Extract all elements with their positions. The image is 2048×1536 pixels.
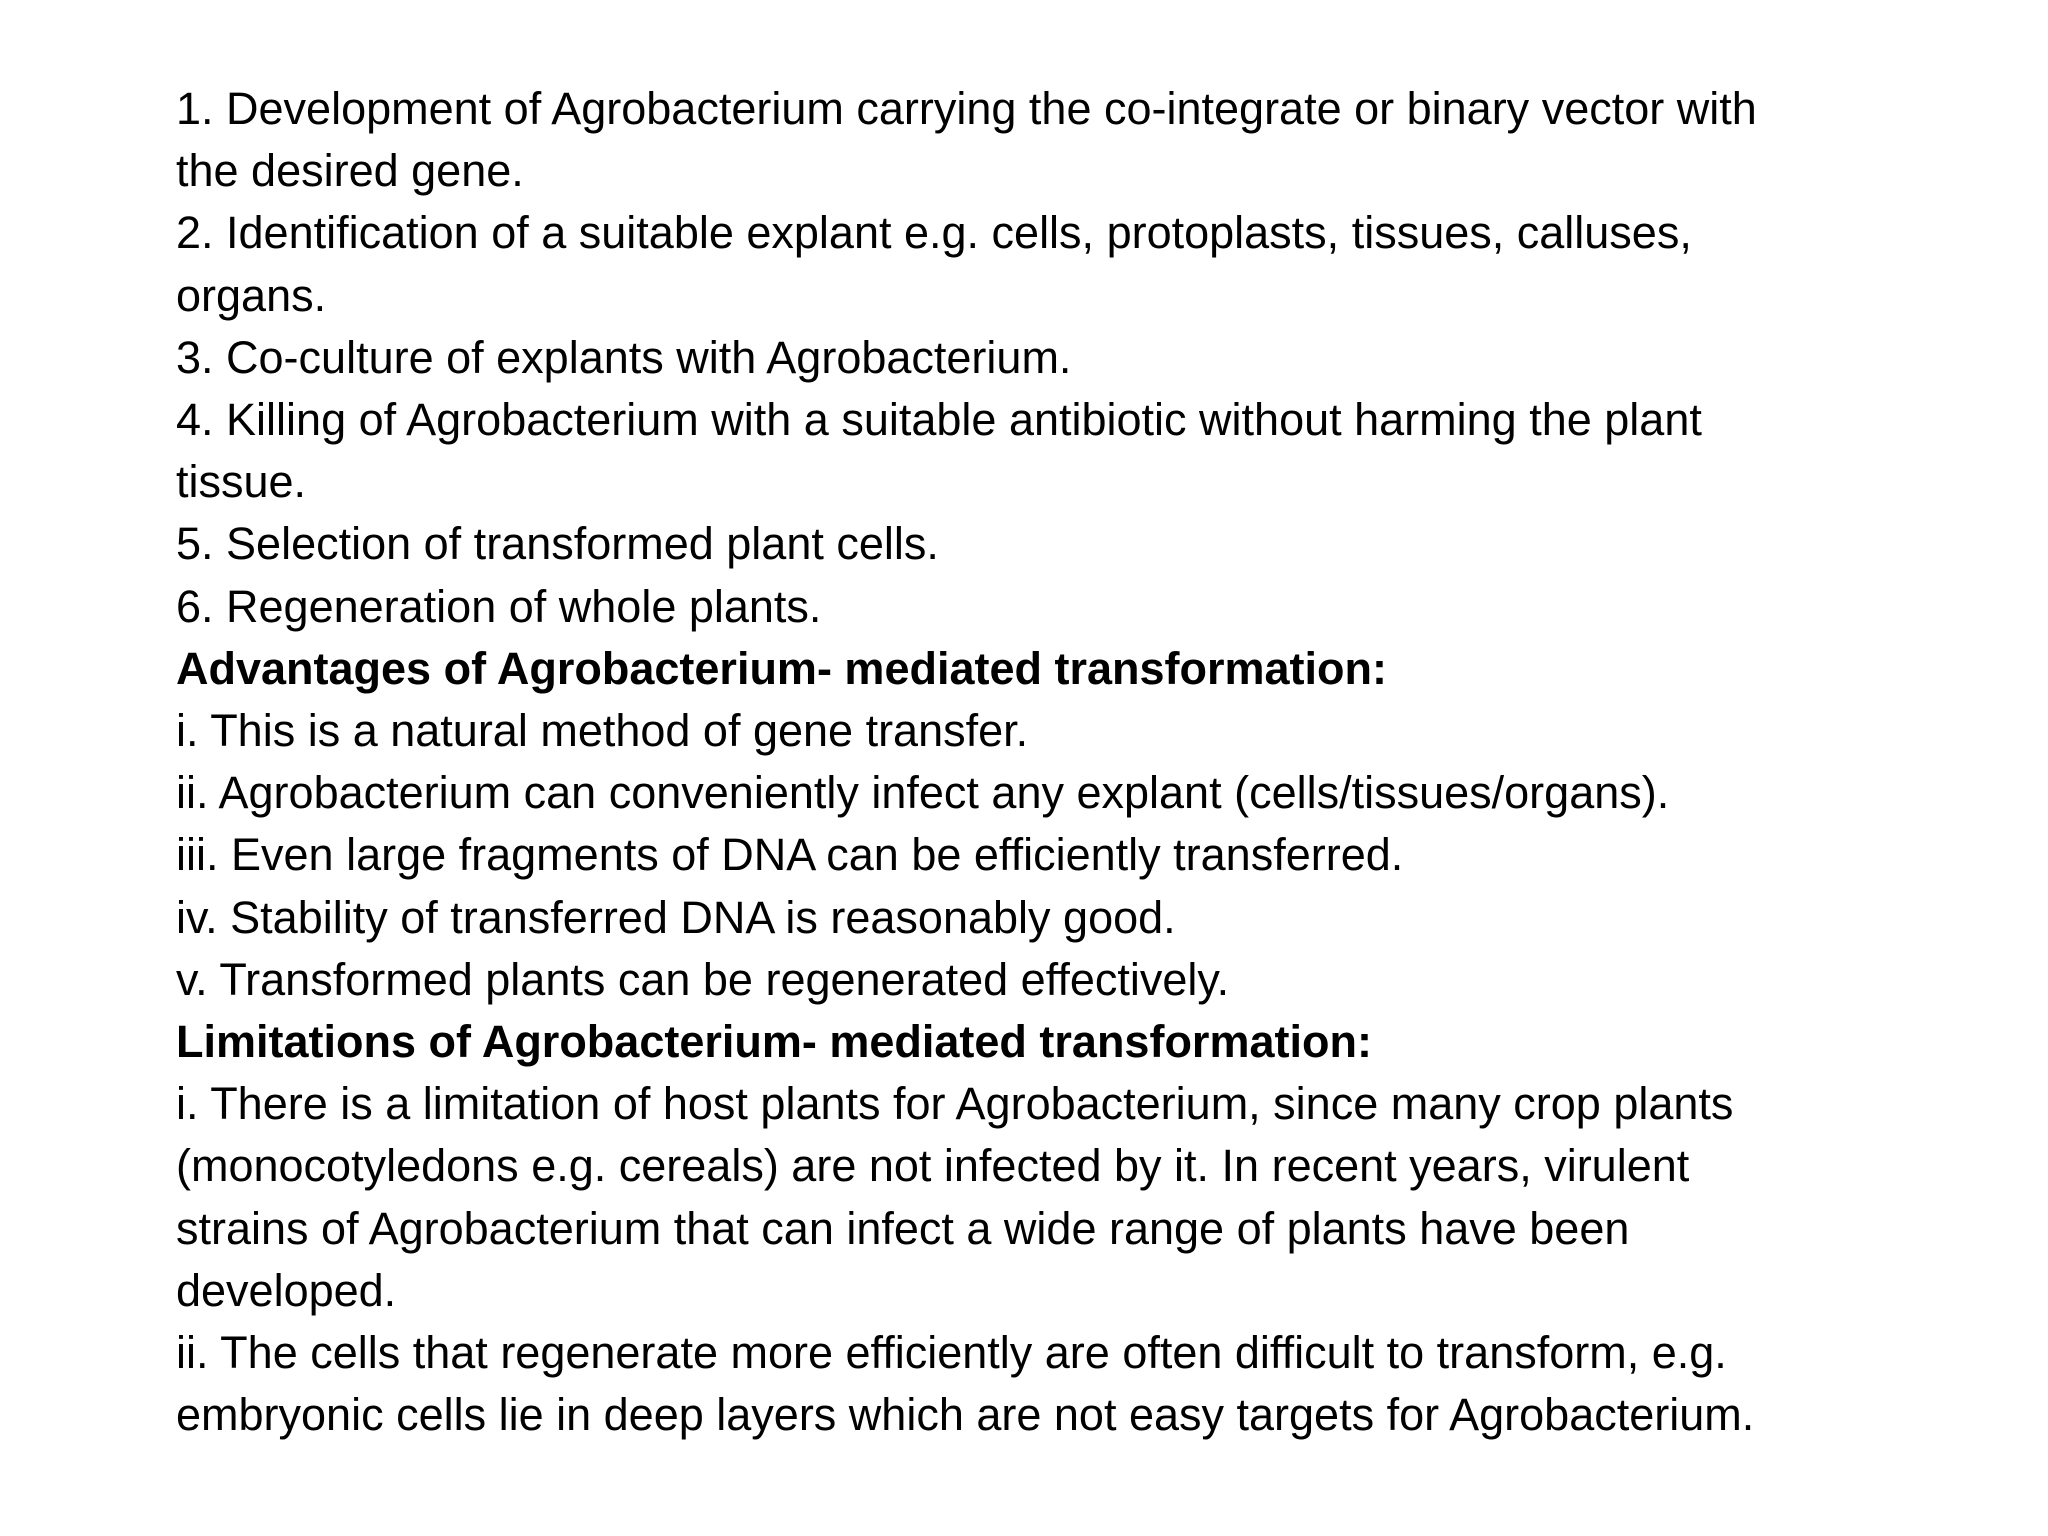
advantage-item: ii. Agrobacterium can conveniently infect any explant (cells/tissues/organs). — [176, 767, 1670, 819]
step-item — [176, 576, 1896, 638]
limitation-line: embryonic cells lie in deep layers which are not easy targets for Agrobacterium. — [176, 1389, 1755, 1441]
step-line: 5. Selection of transformed plant cells. — [176, 518, 939, 570]
step-line: tissue. — [176, 456, 307, 508]
procedure-steps — [176, 78, 1896, 638]
limitation-line: i. There is a limitation of host plants for Agrobacterium, since many crop plants — [176, 1078, 1734, 1130]
step-line: 3. Co-culture of explants with Agrobacterium. — [176, 331, 1072, 383]
advantage-item: i. This is a natural method of gene transfer. — [176, 705, 1029, 757]
limitation-item — [176, 1322, 1896, 1446]
advantages-heading: Advantages of Agrobacterium- mediated transformation: — [176, 642, 1388, 694]
advantages-section — [176, 638, 1896, 1011]
limitations-heading: Limitations of Agrobacterium- mediated transformation: — [176, 1016, 1372, 1068]
step-line: the desired gene. — [176, 145, 524, 197]
limitation-line: strains of Agrobacterium that can infect a wide range of plants have been — [176, 1202, 1630, 1254]
advantage-item: iv. Stability of transferred DNA is reasonably good. — [176, 891, 1176, 943]
step-line: organs. — [176, 269, 327, 321]
step-item — [176, 389, 1896, 513]
step-line: 6. Regeneration of whole plants. — [176, 580, 822, 632]
step-item — [176, 78, 1896, 202]
limitation-line: ii. The cells that regenerate more efficiently are often difficult to transform, e.g. — [176, 1327, 1727, 1379]
advantage-item: iii. Even large fragments of DNA can be efficiently transferred. — [176, 829, 1404, 881]
step-item — [176, 327, 1896, 389]
step-line: 4. Killing of Agrobacterium with a suitable antibiotic without harming the plant — [176, 394, 1702, 446]
limitations-section — [176, 1011, 1896, 1446]
advantage-item: v. Transformed plants can be regenerated effectively. — [176, 953, 1230, 1005]
limitation-line: developed. — [176, 1264, 397, 1316]
step-line: 1. Development of Agrobacterium carrying the co-integrate or binary vector with — [176, 83, 1757, 134]
step-item — [176, 513, 1896, 575]
limitation-line: (monocotyledons e.g. cereals) are not infected by it. In recent years, virulent — [176, 1140, 1690, 1192]
step-item — [176, 202, 1896, 326]
slide-body — [176, 78, 1896, 1446]
step-line: 2. Identification of a suitable explant e.g. cells, protoplasts, tissues, calluses, — [176, 207, 1692, 259]
limitation-item — [176, 1073, 1896, 1322]
